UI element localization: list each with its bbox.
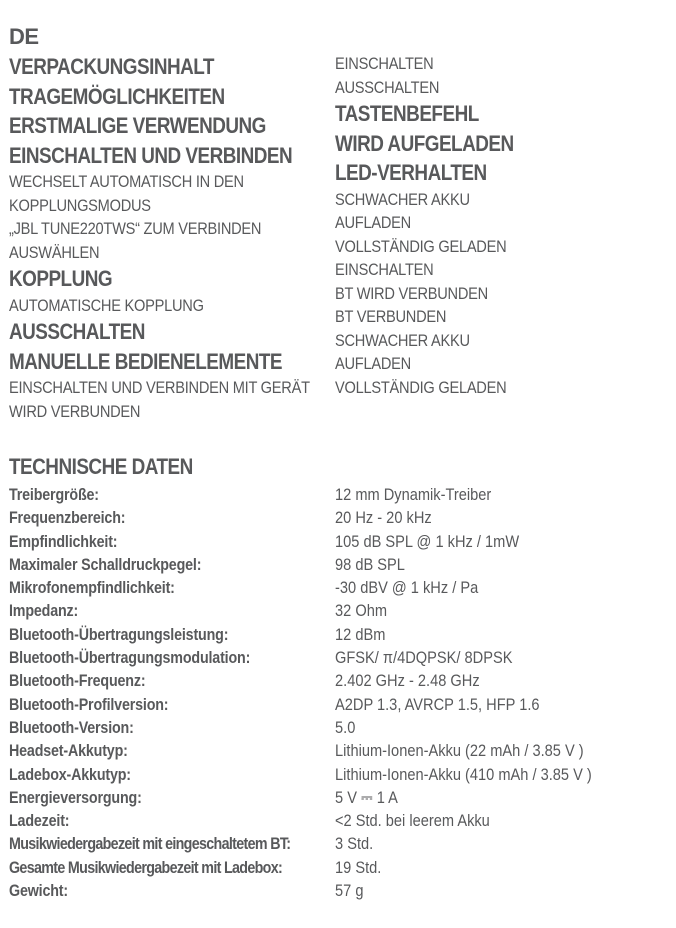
text-line: BT VERBUNDEN <box>335 307 447 326</box>
text-line: EINSCHALTEN UND VERBINDEN MIT GERÄT <box>9 378 310 397</box>
spec-row <box>9 693 669 716</box>
spec-value: 2.402 GHz - 2.48 GHz <box>335 671 480 691</box>
text-line: EINSCHALTEN <box>335 54 434 73</box>
spec-label: Gewicht: <box>9 881 68 901</box>
text-line: BT WIRD VERBUNDEN <box>335 283 488 303</box>
spec-row <box>9 879 669 902</box>
heading-first-use: ERSTMALIGE VERWENDUNG <box>9 113 266 138</box>
text-line: AUSWÄHLEN <box>9 242 100 262</box>
spec-value: <2 Std. bei leerem Akku <box>335 811 490 831</box>
spec-value: 20 Hz - 20 kHz <box>335 508 432 528</box>
spec-label: Headset-Akkutyp: <box>9 741 128 761</box>
heading-led-behavior: LED-VERHALTEN <box>335 160 487 185</box>
specs-title: TECHNISCHE DATEN <box>9 454 193 479</box>
text-line: AUTOMATISCHE KOPPLUNG <box>9 295 204 315</box>
spec-value: 5 V ⎓ 1 A <box>335 787 398 807</box>
text-line: SCHWACHER AKKU <box>335 330 470 350</box>
spec-row <box>9 786 669 809</box>
spec-row <box>9 669 669 692</box>
specs-table <box>9 483 669 902</box>
text-line: „JBL TUNE220TWS“ ZUM VERBINDEN <box>9 219 262 238</box>
text-line: WECHSELT AUTOMATISCH IN DEN <box>9 172 244 191</box>
spec-row <box>9 530 669 553</box>
spec-row <box>9 506 669 529</box>
spec-label: Bluetooth-Profilversion: <box>9 694 169 714</box>
spec-row <box>9 716 669 739</box>
spec-row <box>9 553 669 576</box>
spec-value: GFSK/ π/4DQPSK/ 8DPSK <box>335 648 513 668</box>
spec-label: Energieversorgung: <box>9 787 142 807</box>
spec-value: 32 Ohm <box>335 601 388 621</box>
heading-power-on-connect: EINSCHALTEN UND VERBINDEN <box>9 142 293 168</box>
text-line: AUFLADEN <box>335 213 411 232</box>
heading-button-command: TASTENBEFEHL <box>335 101 479 126</box>
text-line: EINSCHALTEN <box>335 260 434 279</box>
text-line: VOLLSTÄNDIG GELADEN <box>335 377 507 397</box>
right-column <box>335 52 665 399</box>
spec-label: Bluetooth-Version: <box>9 717 134 737</box>
spec-row <box>9 623 669 646</box>
spec-row <box>9 856 669 879</box>
spec-value: A2DP 1.3, AVRCP 1.5, HFP 1.6 <box>335 694 540 714</box>
spec-row <box>9 646 669 669</box>
text-line: KOPPLUNGSMODUS <box>9 195 151 215</box>
spec-label: Impedanz: <box>9 601 79 621</box>
spec-row <box>9 739 669 762</box>
spec-value: -30 dBV @ 1 kHz / Pa <box>335 578 479 598</box>
spec-value: Lithium-Ionen-Akku (22 mAh / 3.85 V ) <box>335 741 584 761</box>
spec-row <box>9 832 669 855</box>
spec-value: Lithium-Ionen-Akku (410 mAh / 3.85 V ) <box>335 764 592 784</box>
text-line: AUFLADEN <box>335 354 411 373</box>
text-line: WIRD VERBUNDEN <box>9 401 141 421</box>
spec-label: Ladezeit: <box>9 811 70 831</box>
spec-label: Gesamte Musikwiedergabezeit mit Ladebox: <box>9 857 283 877</box>
text-line: VOLLSTÄNDIG GELADEN <box>335 236 507 256</box>
heading-pairing: KOPPLUNG <box>9 266 113 291</box>
spec-label: Bluetooth-Übertragungsmodulation: <box>9 648 251 668</box>
spec-label: Treibergröße: <box>9 485 99 504</box>
spec-row <box>9 809 669 832</box>
heading-charging: WIRD AUFGELADEN <box>335 130 514 156</box>
heading-manual-controls: MANUELLE BEDIENELEMENTE <box>9 348 282 374</box>
spec-value: 57 g <box>335 881 364 901</box>
spec-label: Maximaler Schalldruckpegel: <box>9 554 202 574</box>
text-line: AUSSCHALTEN <box>335 77 440 97</box>
spec-row <box>9 576 669 599</box>
spec-label: Bluetooth-Frequenz: <box>9 671 146 691</box>
heading-wearing-options: TRAGEMÖGLICHKEITEN <box>9 83 225 109</box>
spec-row <box>9 763 669 786</box>
heading-package-contents: VERPACKUNGSINHALT <box>9 54 214 79</box>
spec-value: 12 mm Dynamik-Treiber <box>335 485 492 504</box>
spec-row <box>9 599 669 622</box>
spec-label: Empfindlichkeit: <box>9 531 118 551</box>
heading-power-off: AUSSCHALTEN <box>9 319 145 344</box>
text-line: SCHWACHER AKKU <box>335 189 470 209</box>
spec-value: 5.0 <box>335 717 356 737</box>
spec-row <box>9 483 669 506</box>
spec-label: Mikrofonempfindlichkeit: <box>9 578 175 598</box>
spec-label: Bluetooth-Übertragungsleistung: <box>9 624 229 644</box>
spec-label: Musikwiedergabezeit mit eingeschaltetem BT: <box>9 834 291 854</box>
spec-value: 19 Std. <box>335 857 382 877</box>
spec-value: 98 dB SPL <box>335 554 405 574</box>
spec-label: Frequenzbereich: <box>9 508 126 528</box>
language-code: DE <box>9 24 39 49</box>
left-column <box>9 52 329 423</box>
spec-value: 3 Std. <box>335 834 374 854</box>
spec-label: Ladebox-Akkutyp: <box>9 764 131 784</box>
spec-value: 12 dBm <box>335 624 386 644</box>
spec-value: 105 dB SPL @ 1 kHz / 1mW <box>335 531 520 551</box>
